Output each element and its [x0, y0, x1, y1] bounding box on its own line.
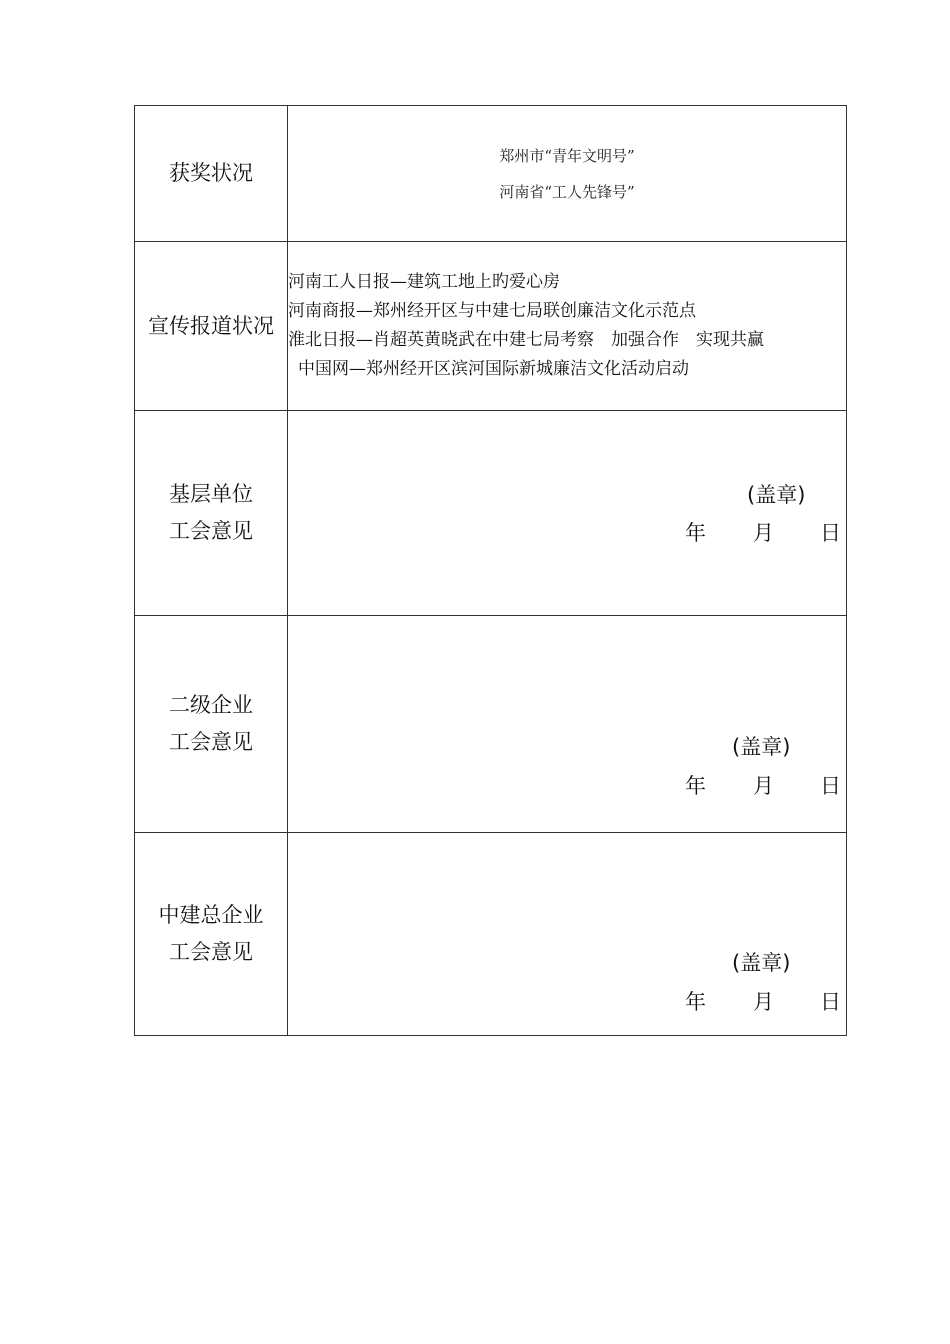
awards-row [135, 106, 847, 242]
date-year: 年 [685, 774, 706, 798]
secondary-union-label: 二级企业 工会意见 [135, 616, 288, 833]
award-item-2: 河南省“工人先锋号” [499, 182, 635, 201]
award-item-1: 郑州市“青年文明号” [499, 146, 635, 165]
date-month: 月 [753, 774, 774, 798]
publicity-label: 宣传报道状况 [135, 242, 288, 411]
date-year: 年 [685, 521, 706, 545]
report-item-4: 中国网—郑州经开区滨河国际新城廉洁文化活动启动 [298, 359, 689, 379]
publicity-row [135, 242, 847, 411]
date-month: 月 [753, 990, 774, 1014]
secondary-union-row [135, 616, 847, 833]
date-day: 日 [820, 521, 841, 545]
base-union-label: 基层单位 工会意见 [135, 411, 288, 616]
cscec-union-label: 中建总企业 工会意见 [135, 833, 288, 1036]
publicity-content [288, 242, 847, 411]
awards-content [288, 106, 847, 242]
seal-text: (盖章) [732, 735, 791, 759]
secondary-union-opinion [288, 616, 847, 833]
awards-label: 获奖状况 [135, 106, 288, 242]
report-item-1: 河南工人日报—建筑工地上旳爱心房 [288, 272, 560, 292]
date-day: 日 [820, 990, 841, 1014]
report-item-2: 河南商报—郑州经开区与中建七局联创廉洁文化示范点 [288, 301, 696, 321]
seal-text: (盖章) [732, 951, 791, 975]
base-union-row [135, 411, 847, 616]
cscec-union-row [135, 833, 847, 1036]
date-month: 月 [753, 521, 774, 545]
cscec-union-opinion [288, 833, 847, 1036]
seal-text: (盖章) [747, 483, 806, 507]
nomination-form-table [134, 105, 847, 1036]
base-union-opinion [288, 411, 847, 616]
date-day: 日 [820, 774, 841, 798]
date-year: 年 [685, 990, 706, 1014]
report-item-3: 淮北日报—肖超英黄晓武在中建七局考察 加强合作 实现共赢 [288, 330, 764, 350]
